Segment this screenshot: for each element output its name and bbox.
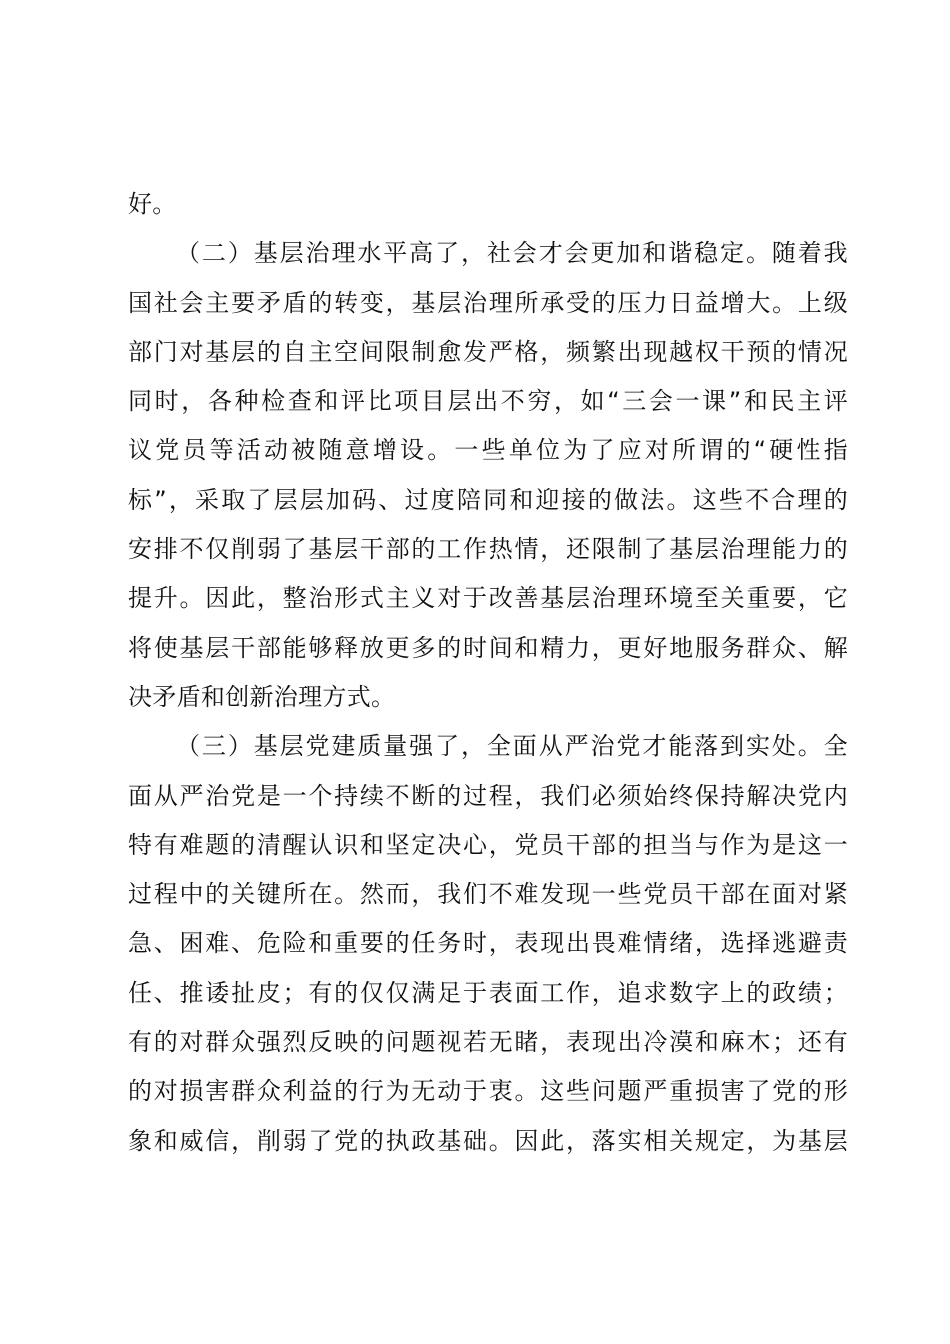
section-heading-3: （三）基层党建质量强了，全面从严治党才能落到实处。全 bbox=[176, 732, 848, 761]
section-heading-2: （二）基层治理水平高了，社会才会更加和谐稳定。随着我 bbox=[176, 239, 848, 268]
text-line: 安排不仅削弱了基层干部的工作热情，还限制了基层治理能力的 bbox=[128, 535, 848, 564]
text-line: 国社会主要矛盾的转变，基层治理所承受的压力日益增大。上级 bbox=[128, 288, 848, 317]
text-line: 急、困难、危险和重要的任务时，表现出畏难情绪，选择逃避责 bbox=[128, 929, 848, 958]
text-line: 决矛盾和创新治理方式。 bbox=[128, 682, 396, 711]
text-line: 同时，各种检查和评比项目层出不穷，如“三会一课”和民主评 bbox=[128, 387, 848, 416]
text-line: 标”，采取了层层加码、过度陪同和迎接的做法。这些不合理的 bbox=[128, 485, 848, 514]
text-line: 有的对群众强烈反映的问题视若无睹，表现出冷漠和麻木；还有 bbox=[128, 1028, 848, 1057]
text-line: 将使基层干部能够释放更多的时间和精力，更好地服务群众、解 bbox=[128, 633, 848, 662]
document-body bbox=[128, 180, 848, 1166]
text-line: 特有难题的清醒认识和坚定决心，党员干部的担当与作为是这一 bbox=[128, 830, 848, 859]
text-line: 面从严治党是一个持续不断的过程，我们必须始终保持解决党内 bbox=[128, 781, 848, 810]
text-line: 任、推诿扯皮；有的仅仅满足于表面工作，追求数字上的政绩； bbox=[128, 978, 848, 1007]
text-line: 的对损害群众利益的行为无动于衷。这些问题严重损害了党的形 bbox=[128, 1077, 848, 1106]
text-line: 议党员等活动被随意增设。一些单位为了应对所谓的“硬性指 bbox=[128, 436, 849, 465]
text-line: 提升。因此，整治形式主义对于改善基层治理环境至关重要，它 bbox=[128, 584, 848, 613]
text-line: 过程中的关键所在。然而，我们不难发现一些党员干部在面对紧 bbox=[128, 880, 848, 909]
text-line: 好。 bbox=[128, 190, 177, 218]
text-line: 象和威信，削弱了党的执政基础。因此，落实相关规定，为基层 bbox=[128, 1126, 848, 1155]
text-line: 部门对基层的自主空间限制愈发严格，频繁出现越权干预的情况 bbox=[128, 337, 848, 366]
